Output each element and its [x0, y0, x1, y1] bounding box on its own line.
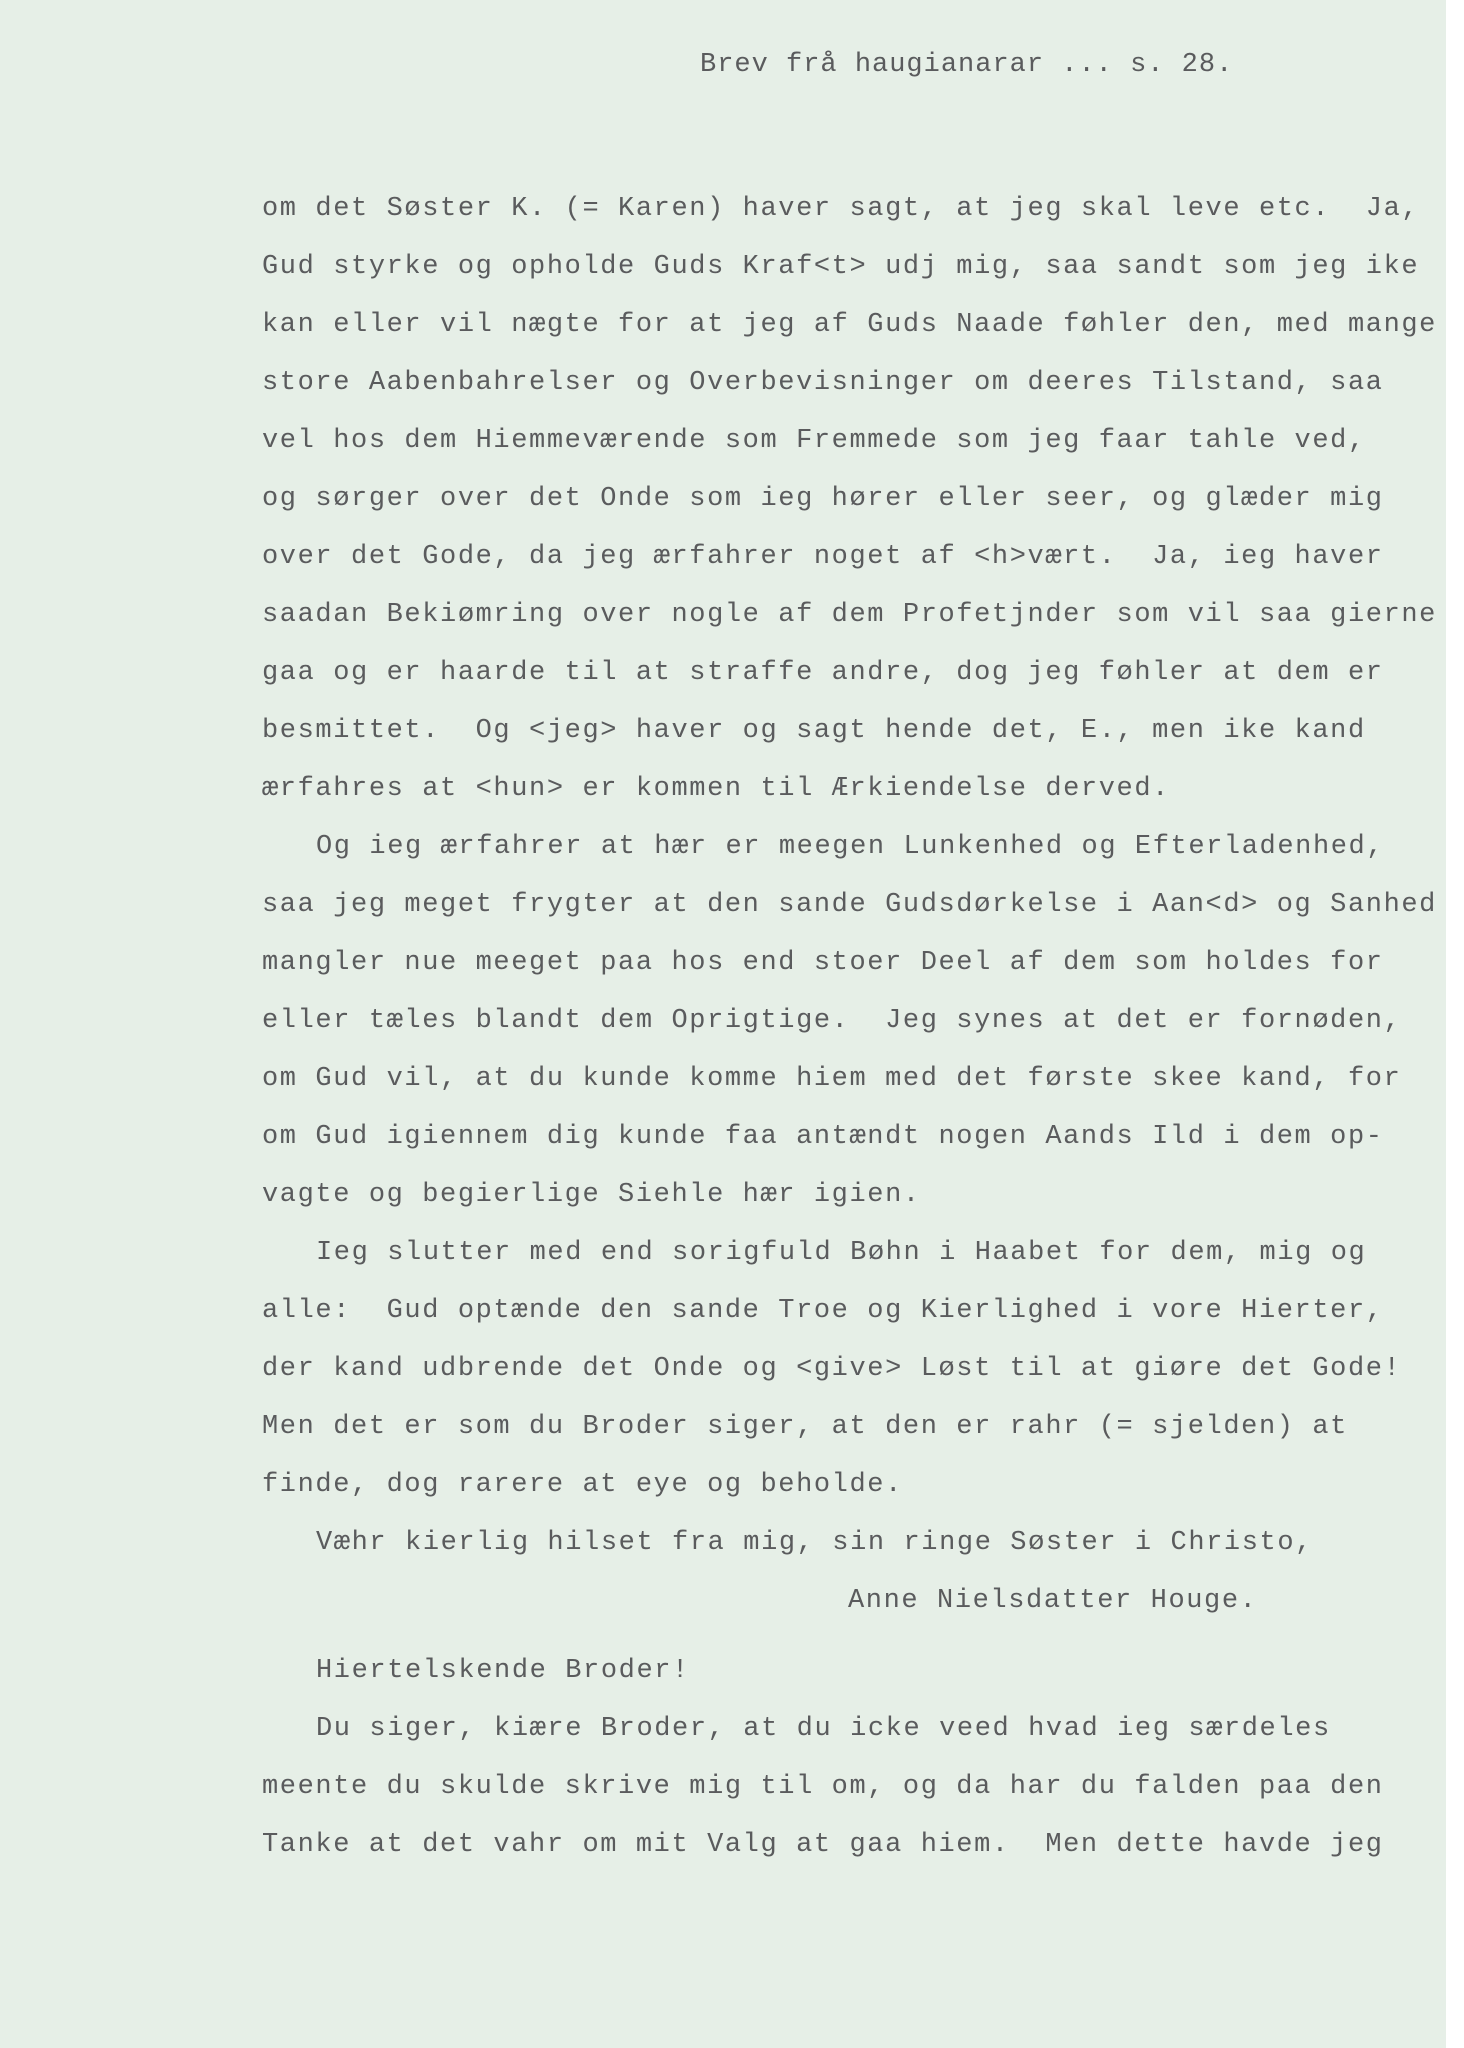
text-line: over det Gode, da jeg ærfahrer noget af <h>vært. Ja, ieg haver — [262, 542, 1384, 572]
text-line: eller tæles blandt dem Oprigtige. Jeg synes at det er fornøden, — [262, 1006, 1402, 1036]
page-header: Brev frå haugianarar ... s. 28. — [700, 50, 1234, 80]
text-line: Men det er som du Broder siger, at den er rahr (= sjelden) at — [262, 1412, 1348, 1442]
text-line: vagte og begierlige Siehle hær igien. — [262, 1180, 921, 1210]
text-line: om Gud vil, at du kunde komme hiem med det første skee kand, for — [262, 1064, 1402, 1094]
text-line: kan eller vil nægte for at jeg af Guds Naade føhler den, med mange — [262, 310, 1437, 340]
text-line: Du siger, kiære Broder, at du icke veed hvad ieg særdeles — [316, 1714, 1331, 1744]
text-line: Tanke at det vahr om mit Valg at gaa hiem. Men dette havde jeg — [262, 1830, 1384, 1860]
text-line: mangler nue meeget paa hos end stoer Deel af dem som holdes for — [262, 948, 1384, 978]
text-line: vel hos dem Hiemmeværende som Fremmede som jeg faar tahle ved, — [262, 426, 1366, 456]
text-line: finde, dog rarere at eye og beholde. — [262, 1470, 903, 1500]
text-line: gaa og er haarde til at straffe andre, dog jeg føhler at dem er — [262, 658, 1384, 688]
salutation-line: Hiertelskende Broder! — [316, 1656, 690, 1686]
text-line: om det Søster K. (= Karen) haver sagt, at jeg skal leve etc. Ja, — [262, 194, 1420, 224]
text-line: alle: Gud optænde den sande Troe og Kierlighed i vore Hierter, — [262, 1296, 1384, 1326]
text-line: saa jeg meget frygter at den sande Gudsdørkelse i Aan<d> og Sanhed — [262, 890, 1437, 920]
text-line: der kand udbrende det Onde og <give> Løst til at giøre det Gode! — [262, 1354, 1402, 1384]
text-line: Ieg slutter med end sorigfuld Bøhn i Haabet for dem, mig og — [316, 1238, 1367, 1268]
text-line: ærfahres at <hun> er kommen til Ærkiendelse derved. — [262, 774, 1170, 804]
text-line: om Gud igiennem dig kunde faa antændt nogen Aands Ild i dem op- — [262, 1122, 1384, 1152]
text-line: meente du skulde skrive mig til om, og da har du falden paa den — [262, 1772, 1384, 1802]
text-line: og sørger over det Onde som ieg hører eller seer, og glæder mig — [262, 484, 1384, 514]
text-line: Væhr kierlig hilset fra mig, sin ringe Søster i Christo, — [316, 1528, 1313, 1558]
text-line: Og ieg ærfahrer at hær er meegen Lunkenhed og Efterladenhed, — [316, 832, 1385, 862]
signature-line: Anne Nielsdatter Houge. — [848, 1586, 1258, 1616]
text-line: Gud styrke og opholde Guds Kraf<t> udj mig, saa sandt som jeg ike — [262, 252, 1420, 282]
text-line: saadan Bekiømring over nogle af dem Profetjnder som vil saa gierne — [262, 600, 1437, 630]
text-line: besmittet. Og <jeg> haver og sagt hende det, E., men ike kand — [262, 716, 1366, 746]
text-line: store Aabenbahrelser og Overbevisninger om deeres Tilstand, saa — [262, 368, 1384, 398]
